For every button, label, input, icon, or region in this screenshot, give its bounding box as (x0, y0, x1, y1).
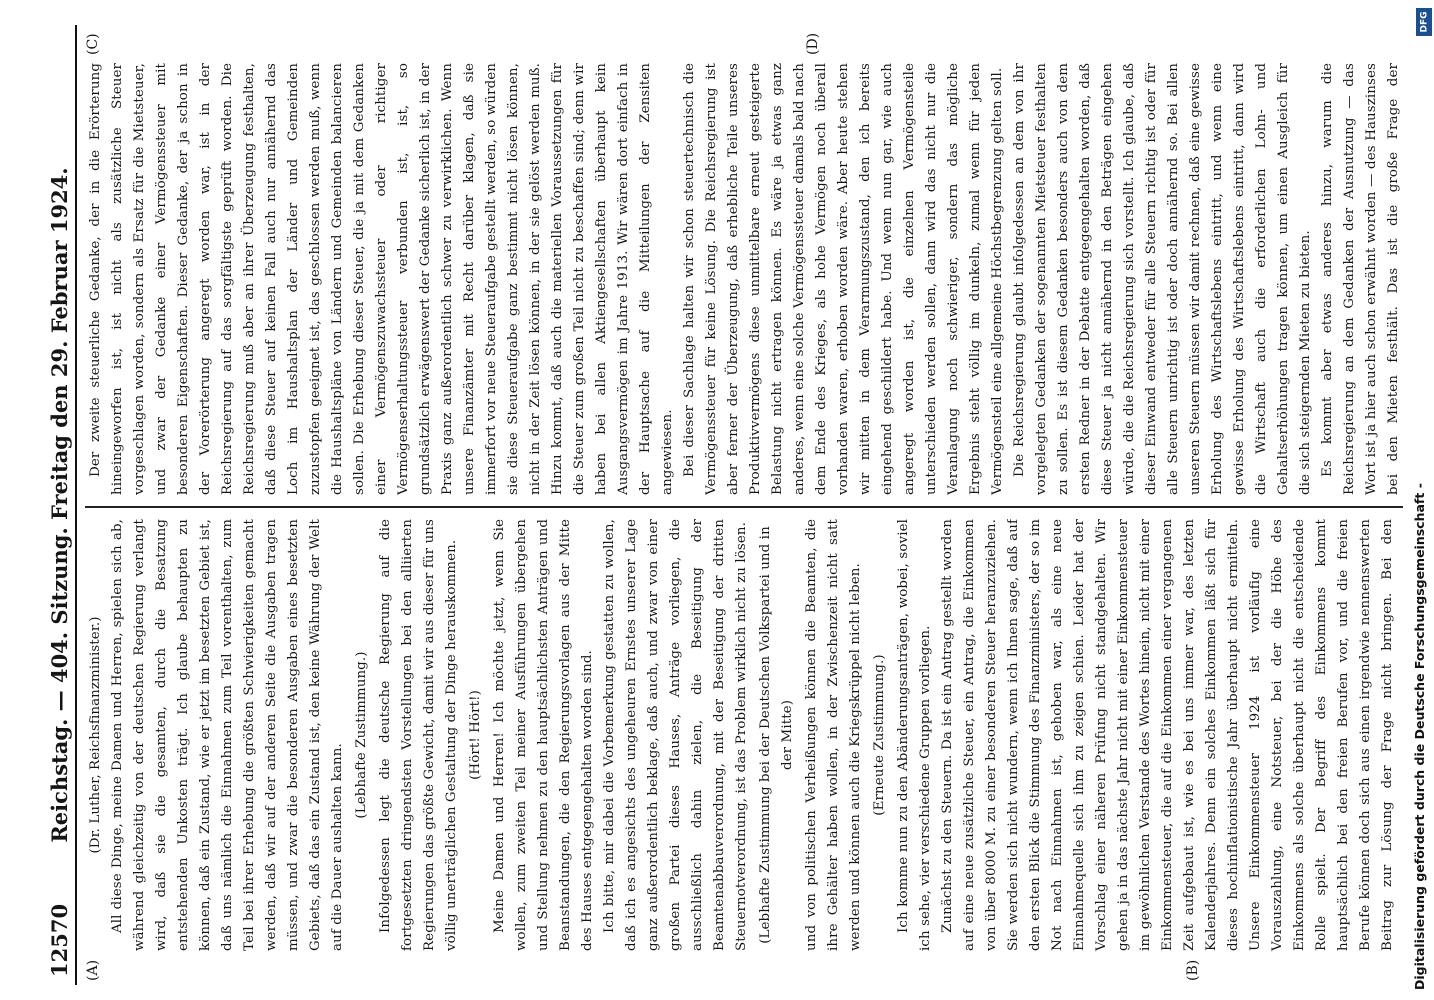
margin-marker-b: (B) (1185, 959, 1201, 981)
paragraph: Infolgedessen legt die deutsche Regierung auf die fortgesetzten dringendsten Vorstellungen bei den alliierten Regierungen das größte Gewicht, damit wir aus dieser für uns völlig unerträglichen Gestaltung der Dinge herauskommen. (378, 519, 459, 951)
paragraph: Meine Damen und Herren! Ich möchte jetzt, wenn Sie wollen, zum zweiten Teil meiner Ausführungen übergehen und Stellung nehmen zu den hauptsächlichsten Anträgen und Beanstandungen, die den Regierungsvorlagen aus der Mitte des Hauses entgegengehalten worden sind. (492, 519, 595, 951)
margin-marker-a: (A) (85, 959, 101, 981)
audience-reaction: (Erneute Zustimmung.) (872, 654, 887, 816)
speaker-line: (Dr. Luther, Reichsfinanzminister.) (88, 616, 103, 854)
margin-marker-d: (D) (805, 32, 821, 55)
paragraph: Zunächst zu den Steuern. Da ist ein Antrag gestellt worden auf eine neue zusätzliche Steuer, ein Antrag, die Einkommen von über 8000 M. zu einer besonderen Steuer heranzuziehen. Sie werden sich nicht wundern, wenn ich Ihnen sage, daß auf den ersten Blick die Stimmung des Finanzministers, der so im Not nach Einnahmen ist, gehoben war, als eine neue Einnahmequelle sich ihm zu zeigen schien. Leider hat der Vorschlag einer näheren Prüfung nicht standgehalten. Wir gehen ja in das nächste Jahr nicht mit einer Einkommensteuer im gewöhnlichen Verstande des Wortes hinein, nicht mit einer Einkommensteuer, die auf die Einkommen einer vergangenen Zeit aufgebaut ist, wie es bei uns immer war, des letzten Kalenderjahres. Denn ein solches Einkommen läßt sich für dieses hochinflationistische Jahr überhaupt nicht ermitteln. Unsere Einkommensteuer 1924 ist vorläufig eine Vorauszahlung, eine Notsteuer, bei der die Höhe des Einkommens als solche überhaupt nicht die entscheidende Rolle spielt. Der Begriff des Einkommens kommt hauptsächlich bei den freien Berufen vor, und die freien Berufe können doch sich aus einen irgendwie nennenswerten Beitrag zur Lösung der Frage nicht bringen. Bei den (940, 519, 1395, 951)
dfg-logo (1416, 8, 1432, 36)
audience-reaction: (Lebhafte Zustimmung.) (354, 651, 369, 819)
rotated-document-page (45, 25, 1410, 985)
paragraph: und von politischen Verheißungen können die Beamten, die ihre Gehälter haben wollen, in der Zwischenzeit nicht satt werden und können auch die Kriegskrüppel nicht leben. (804, 519, 863, 951)
page-number: 12570 (47, 903, 72, 977)
paragraph: Der zweite steuerliche Gedanke, der in die Erörterung hineingeworfen ist, ist nicht als zusätzliche Steuer vorgeschlagen worden, sondern als Ersatz für die Mietsteuer, und zwar der Gedanke einer Vermögenssteuer mit besonderen Eigenschaften. Dieser Gedanke, der ja schon in der Vorerörterung angeregt worden war, ist in der Reichsregierung auf das sorgfältigste geprüft worden. Die Reichsregierung muß aber an ihrer Überzeugung festhalten, daß diese Steuer auf keinen Fall auch nur annähernd das Loch im Haushaltsplan der Länder und Gemeinden zuzustopfen geeignet ist, das geschlossen werden muß, wenn die Haushaltspläne von Ländern und Gemeinden balancieren sollen. Die Erhebung dieser Steuer, die ja mit dem Gedanken einer Vermögenszuwachssteuer oder richtiger Vermögenserhaltungssteuer verbunden ist, ist, so grundsätzlich erwägenswert der Gedanke sicherlich ist, in der Praxis ganz außerordentlich schwer zu verwirklichen. Wenn unsere Finanzämter mit Recht darüber klagen, daß sie immerfort vor neue Steueraufgabe gestellt werden, so würden sie diese Steueraufgabe ganz bestimmt nicht lösen können, nicht in der Zeit lösen können, in der sie gelöst werden muß. Hinzu kommt, daß auch die materiellen Voraussetzungen für die Steuer zum großen Teil nicht zu beschaffen sind; denn wir haben bei allen Aktiengesellschaften überhaupt kein Ausgangsvermögen im Jahre 1913. Wir wären dort einfach in der Hauptsache auf die Mitteilungen der Zensiten angewiesen. (88, 63, 675, 495)
column-divider (85, 506, 1403, 508)
audience-reaction: (Lebhafte Zustimmung bei der Deutschen Volkspartei und in der Mitte) (758, 526, 795, 944)
margin-marker-c: (C) (85, 33, 101, 55)
right-text-column (85, 29, 1403, 495)
running-title: Reichstag. — 404. Sitzung. Freitag den 29. Februar 1924. (47, 167, 72, 843)
dfg-logo-text: DFG (1419, 11, 1430, 33)
paragraph: All diese Dinge, meine Damen und Herren, spielen sich ab, während gleichzeitig von der deutschen Regierung verlangt wird, daß sie die gesamten, durch die Besatzung entstehenden Unkosten trägt. Ich glaube behaupten zu können, daß ein Zustand, wie er jetzt im besetzten Gebiet ist, daß uns nämlich die Einnahmen zum Teil vorenthalten, zum Teil bei ihrer Erhebung die größten Schwierigkeiten gemacht werden, daß wir auf der anderen Seite die Ausgaben tragen müssen, und zwar die besonderen Ausgaben eines besetzten Gebiets, daß das ein Zustand ist, den keine Währung der Welt auf die Dauer aushalten kann. (110, 519, 345, 951)
audience-reaction: (Hört! Hört!) (468, 690, 483, 780)
paragraph: Ich komme nun zu den Abänderungsanträgen, wobei, soviel ich sehe, vier verschiedene Gruppen vorliegen. (896, 519, 933, 951)
digitization-watermark: Digitalisierung gefördert durch die Deutsche Forschungsgemeinschaft - (1412, 483, 1427, 990)
paragraph: Es kommt aber etwas anderes hinzu, warum die Reichsregierung an dem Gedanken der Ausnutzung — das Wort ist ja hier auch schon erwähnt worden — des Hauszinses bei den Mieten festhält. Das ist die große Frage der (1320, 63, 1401, 495)
paragraph: Bei dieser Sachlage halten wir schon steuertechnisch die Vermögenssteuer für keine Lösung. Die Reichsregierung ist aber ferner der Überzeugung, daß erhebliche Teile unseres Produktivvermögens diese unmittelbare erneut gesteigerte Belastung nicht ertragen können. Es wäre ja etwas ganz anderes, wenn eine solche Vermögenssteuer damals bald nach dem Ende des Krieges, als hohe Vermögen noch überall vorhanden waren, erhoben worden wäre. Aber heute stehen wir mitten in dem Verarmungszustand, den ich bereits eingehend geschildert habe. Und wenn nun gar, wie auch angeregt worden ist, die einzelnen Vermögensteile unterschieden werden sollen, dann wird das nicht nur die Veranlagung noch schwieriger, sondern das mögliche Ergebnis steht völlig im dunkeln, zumal wenn für jeden Vermögensteil eine allgemeine Höchstbegrenzung gelten soll. (682, 63, 1005, 495)
paragraph: Die Reichsregierung glaubt infolgedessen an dem von ihr vorgelegten Gedanken der sogenannten Mietsteuer festhalten zu sollen. Es ist diesem Gedanken besonders auch von dem ersten Redner in der Debatte entgegengehalten worden, daß diese Steuer ja nicht annähernd in den Beträgen eingehen würde, die die Reichsregierung sich vorstellt. Ich glaube, daß dieser Einwand entweder für alle Steuern richtig ist oder für alle Steuern unrichtig ist oder doch annähernd so. Bei allen unseren Steuern müssen wir damit rechnen, daß eine gewisse Erholung des Wirtschaftslebens eintritt, und wenn eine gewisse Erholung des Wirtschaftslebens eintritt, dann wird die Wirtschaft auch die erforderlichen Lohn- und Gehaltserhöhungen tragen können, um einen Ausgleich für die sich steigernden Mieten zu bieten. (1012, 63, 1313, 495)
page-header (45, 25, 77, 985)
left-text-column (85, 519, 1403, 985)
paragraph: Ich bitte, mir dabei die Vorbemerkung gestatten zu wollen, daß ich es angesichts des ungeheuren Ernstes unserer Lage ganz außerordentlich beklage, daß auch, und zwar von einer großen Partei dieses Hauses, Anträge vorliegen, die ausschließlich dahin zielen, die Beseitigung der Beamtenabbauverordnung, mit der Beseitigung der dritten Steuernotverordnung, ist das Problem wirklich nicht zu lösen. (602, 519, 749, 951)
